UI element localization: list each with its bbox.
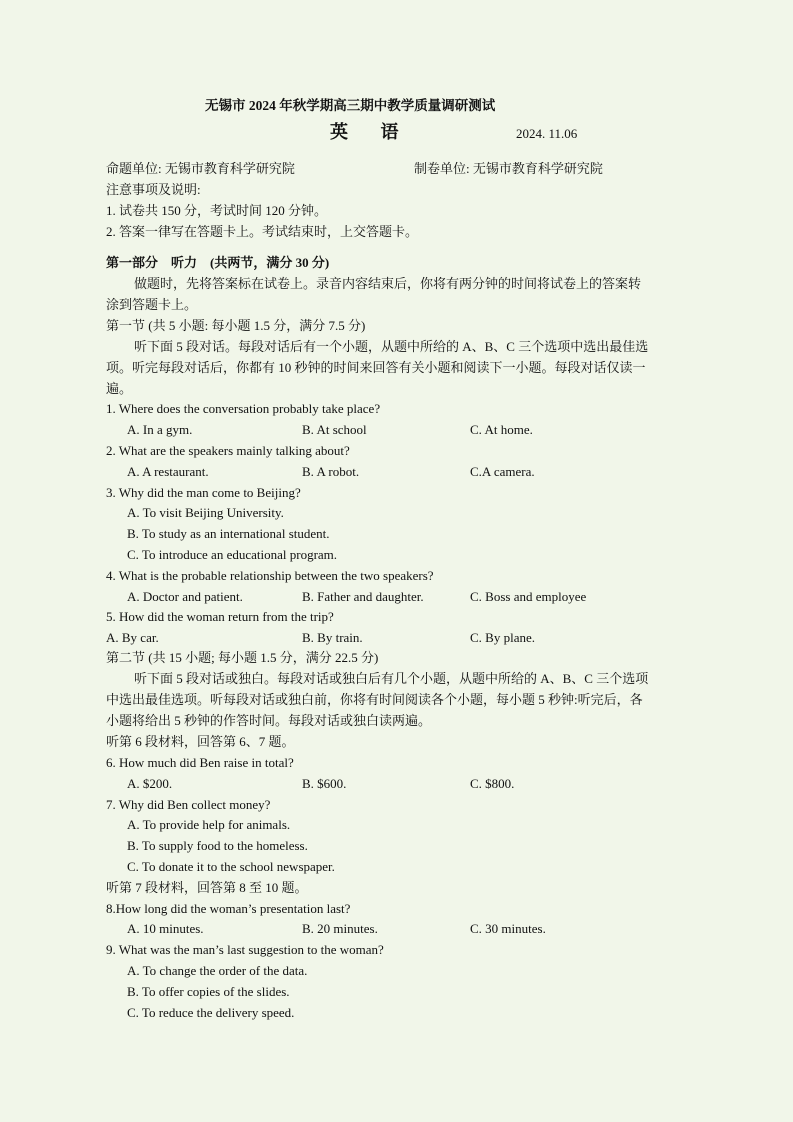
exam-title: 无锡市 2024 年秋学期高三期中教学质量调研测试 bbox=[205, 98, 496, 113]
question-stem: 3. Why did the man come to Beijing? bbox=[106, 485, 301, 500]
option-a: A. A restaurant. bbox=[127, 464, 209, 479]
option-b: B. 20 minutes. bbox=[302, 921, 378, 936]
option-b: B. To supply food to the homeless. bbox=[127, 838, 308, 853]
producer-unit: 制卷单位: 无锡市教育科学研究院 bbox=[414, 161, 603, 176]
section2-heading: 第二节 (共 15 小题; 每小题 1.5 分，满分 22.5 分) bbox=[106, 650, 379, 665]
question-stem: 5. How did the woman return from the trip? bbox=[106, 609, 334, 624]
part1-heading: 第一部分 听力 (共两节，满分 30 分) bbox=[106, 255, 330, 270]
notice-item-1: 1. 试卷共 150 分，考试时间 120 分钟。 bbox=[106, 203, 328, 218]
option-c: C.A camera. bbox=[470, 464, 535, 479]
option-a: A. $200. bbox=[127, 776, 173, 791]
option-c: C. 30 minutes. bbox=[470, 921, 546, 936]
option-b: B. By train. bbox=[302, 630, 363, 645]
option-a: A. By car. bbox=[106, 630, 159, 645]
part1-intro-line1: 做题时，先将答案标在试卷上。录音内容结束后，你将有两分钟的时间将试卷上的答案转 bbox=[134, 276, 642, 291]
question-stem: 9. What was the man’s last suggestion to the woman? bbox=[106, 942, 384, 957]
option-c: C. To reduce the delivery speed. bbox=[127, 1005, 295, 1020]
option-c: C. $800. bbox=[470, 776, 515, 791]
option-a: A. 10 minutes. bbox=[127, 921, 204, 936]
option-b: B. At school bbox=[302, 422, 367, 437]
material-6-note: 听第 6 段材料，回答第 6、7 题。 bbox=[106, 734, 295, 749]
author-unit: 命题单位: 无锡市教育科学研究院 bbox=[106, 161, 295, 176]
option-c: C. To donate it to the school newspaper. bbox=[127, 859, 335, 874]
section2-intro-line3: 小题将给出 5 秒钟的作答时间。每段对话或独白读两遍。 bbox=[106, 713, 432, 728]
exam-date: 2024. 11.06 bbox=[516, 126, 578, 141]
option-a: A. In a gym. bbox=[127, 422, 193, 437]
option-b: B. Father and daughter. bbox=[302, 589, 424, 604]
option-b: B. To study as an international student. bbox=[127, 526, 330, 541]
option-b: B. To offer copies of the slides. bbox=[127, 984, 290, 999]
question-stem: 4. What is the probable relationship between the two speakers? bbox=[106, 568, 434, 583]
option-a: A. Doctor and patient. bbox=[127, 589, 243, 604]
material-7-note: 听第 7 段材料，回答第 8 至 10 题。 bbox=[106, 880, 308, 895]
option-b: B. A robot. bbox=[302, 464, 360, 479]
option-c: C. By plane. bbox=[470, 630, 535, 645]
section1-intro-line2: 项。听完每段对话后，你都有 10 秒钟的时间来回答有关小题和阅读下一小题。每段对话仅读一 bbox=[106, 360, 646, 375]
option-c: C. Boss and employee bbox=[470, 589, 587, 604]
option-c: C. At home. bbox=[470, 422, 533, 437]
option-a: A. To visit Beijing University. bbox=[127, 505, 284, 520]
question-stem: 7. Why did Ben collect money? bbox=[106, 797, 271, 812]
part1-intro-line2: 涂到答题卡上。 bbox=[106, 297, 198, 312]
section2-intro-line2: 中选出最佳选项。听每段对话或独白前，你将有时间阅读各个小题，每小题 5 秒钟:听完后，各 bbox=[106, 692, 643, 707]
question-stem: 2. What are the speakers mainly talking about? bbox=[106, 443, 350, 458]
option-c: C. To introduce an educational program. bbox=[127, 547, 338, 562]
option-b: B. $600. bbox=[302, 776, 347, 791]
subject-title: 英 语 bbox=[330, 122, 413, 142]
option-a: A. To provide help for animals. bbox=[127, 817, 291, 832]
question-stem: 1. Where does the conversation probably take place? bbox=[106, 401, 381, 416]
notice-heading: 注意事项及说明: bbox=[106, 182, 201, 197]
question-stem: 6. How much did Ben raise in total? bbox=[106, 755, 294, 770]
section2-intro-line1: 听下面 5 段对话或独白。每段对话或独白后有几个小题，从题中所给的 A、B、C 三个选项 bbox=[134, 671, 649, 686]
section1-intro-line3: 遍。 bbox=[106, 381, 133, 396]
section1-heading: 第一节 (共 5 小题: 每小题 1.5 分，满分 7.5 分) bbox=[106, 318, 366, 333]
notice-item-2: 2. 答案一律写在答题卡上。考试结束时，上交答题卡。 bbox=[106, 224, 419, 239]
question-stem: 8.How long did the woman’s presentation last? bbox=[106, 901, 351, 916]
option-a: A. To change the order of the data. bbox=[127, 963, 308, 978]
section1-intro-line1: 听下面 5 段对话。每段对话后有一个小题，从题中所给的 A、B、C 三个选项中选出最佳选 bbox=[134, 339, 649, 354]
